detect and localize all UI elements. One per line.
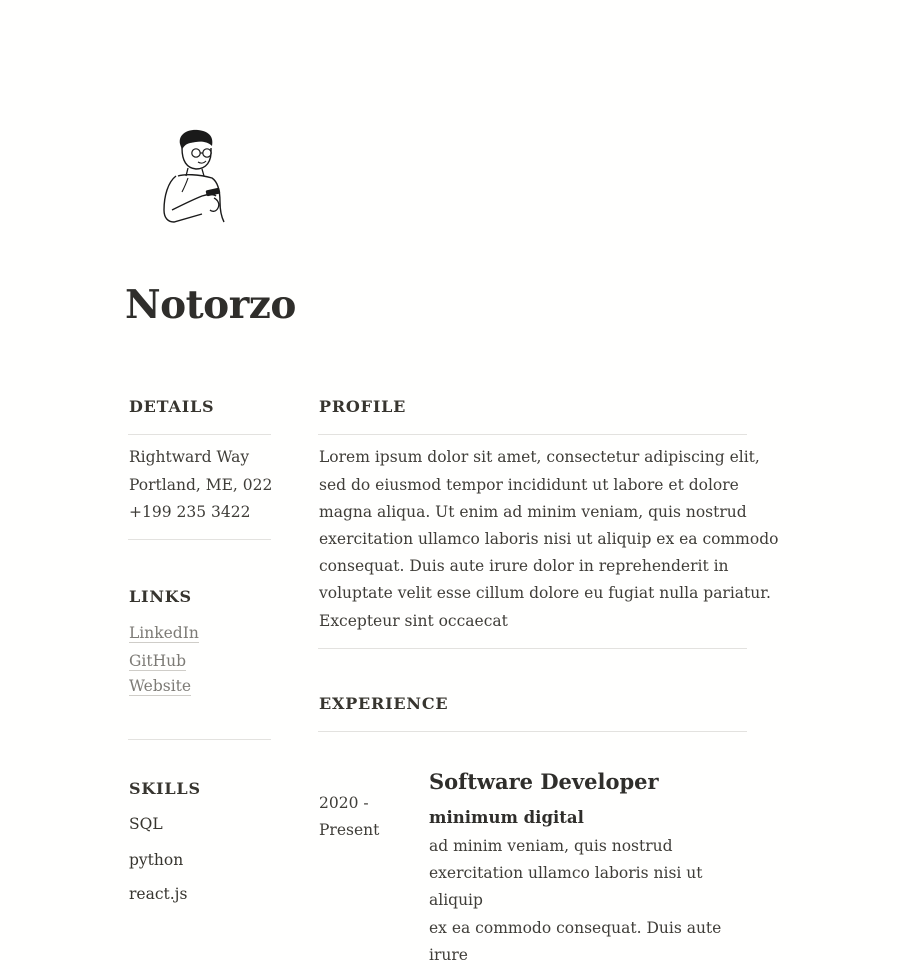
profile-heading: PROFILE: [319, 397, 407, 416]
links-heading: LINKS: [129, 587, 192, 606]
job-date-start: 2020 -: [319, 794, 369, 812]
page-title: Notorzo: [125, 282, 296, 328]
skill-item: SQL: [129, 815, 163, 833]
link-linkedin[interactable]: LinkedIn: [129, 624, 199, 642]
job-date-end: Present: [319, 821, 380, 840]
profile-text-line: magna aliqua. Ut enim ad minim veniam, quis nostrud: [319, 503, 747, 521]
experience-heading: EXPERIENCE: [319, 694, 449, 713]
job-desc-line: ad minim veniam, quis nostrud: [429, 837, 673, 855]
details-divider-bottom: [128, 539, 271, 540]
details-divider-top: [128, 434, 271, 435]
job-title: Software Developer: [429, 769, 659, 794]
job-description: [429, 833, 745, 969]
profile-divider-bottom: [318, 648, 747, 649]
details-phone: +199 235 3422: [129, 503, 251, 521]
profile-divider-top: [318, 434, 747, 435]
links-divider: [128, 739, 271, 740]
profile-text-line: sed do eiusmod tempor incididunt ut labore et dolore: [319, 476, 739, 494]
skill-item: react.js: [129, 885, 188, 903]
profile-text-line: Lorem ipsum dolor sit amet, consectetur adipiscing elit,: [319, 448, 760, 466]
avatar: [158, 126, 230, 226]
job-desc-line: exercitation ullamco laboris nisi ut aliquip: [429, 864, 703, 910]
skill-item: python: [129, 851, 184, 869]
profile-text-line: Excepteur sint occaecat: [319, 612, 508, 630]
profile-text-line: consequat. Duis aute irure dolor in reprehenderit in: [319, 557, 729, 575]
job-desc-line: ex ea commodo consequat. Duis aute irure: [429, 918, 722, 964]
details-heading: DETAILS: [129, 397, 215, 416]
link-website[interactable]: Website: [129, 677, 192, 695]
job-company: minimum digital: [429, 808, 584, 827]
link-github[interactable]: GitHub: [129, 652, 186, 670]
profile-text-line: exercitation ullamco laboris nisi ut aliquip ex ea commodo: [319, 530, 779, 548]
profile-text-line: voluptate velit esse cillum dolore eu fugiat nulla pariatur.: [319, 584, 771, 602]
details-city-line: Portland, ME, 022: [129, 476, 273, 494]
skills-heading: SKILLS: [129, 779, 201, 798]
job-dates: [319, 790, 409, 844]
experience-divider: [318, 731, 747, 732]
details-address-line: Rightward Way: [129, 448, 250, 466]
